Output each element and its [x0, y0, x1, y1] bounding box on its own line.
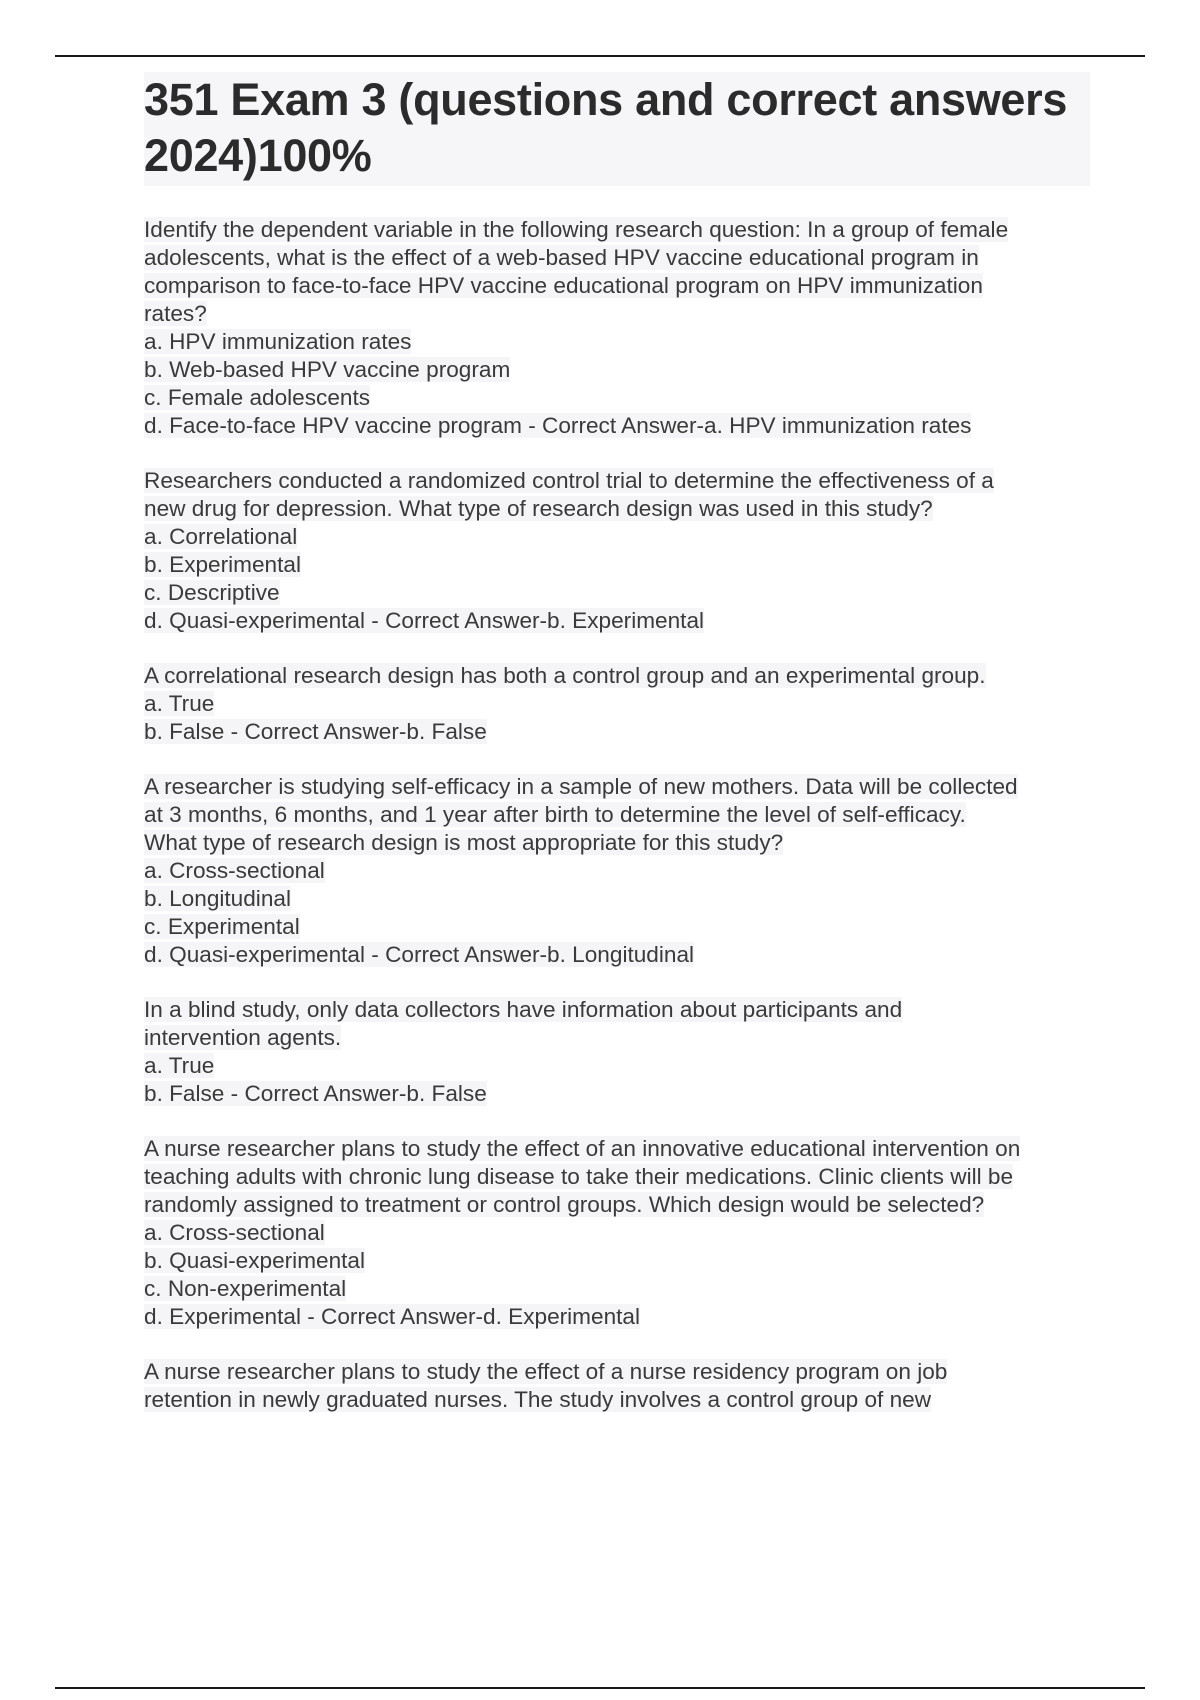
line-text: at 3 months, 6 months, and 1 year after birth to determine the level of self-efficacy.: [144, 802, 966, 827]
line-text: a. True: [144, 1053, 215, 1078]
line-text: In a blind study, only data collectors have information about participants and: [144, 997, 903, 1022]
line-text: randomly assigned to treatment or control groups. Which design would be selected?: [144, 1192, 985, 1217]
question-line: [144, 1219, 1090, 1247]
question-line: [144, 941, 1090, 969]
question-line: [144, 829, 1090, 857]
line-text: A correlational research design has both a control group and an experimental group.: [144, 663, 986, 688]
line-text: A nurse researcher plans to study the effect of an innovative educational intervention on: [144, 1136, 1021, 1161]
line-text: b. Web-based HPV vaccine program: [144, 357, 511, 382]
line-text: b. False - Correct Answer-b. False: [144, 719, 487, 744]
question-block: [144, 1358, 1090, 1414]
question-line: [144, 1163, 1090, 1191]
question-text: [144, 467, 1090, 495]
question-line: [144, 384, 1090, 412]
question-line: [144, 495, 1090, 523]
question-line: [144, 1247, 1090, 1275]
line-text: What type of research design is most appropriate for this study?: [144, 830, 784, 855]
question-line: [144, 244, 1090, 272]
line-text: c. Female adolescents: [144, 385, 371, 410]
question-line: [144, 690, 1090, 718]
question-line: [144, 523, 1090, 551]
question-block: [144, 662, 1090, 746]
question-line: [144, 885, 1090, 913]
question-line: [144, 1303, 1090, 1331]
line-text: c. Experimental: [144, 914, 300, 939]
line-text: rates?: [144, 301, 207, 326]
line-text: c. Non-experimental: [144, 1276, 347, 1301]
line-text: d. Quasi-experimental - Correct Answer-b. Experimental: [144, 608, 705, 633]
question-line: [144, 1386, 1090, 1414]
line-text: b. Quasi-experimental: [144, 1248, 366, 1273]
line-text: Identify the dependent variable in the following research question: In a group of female: [144, 217, 1009, 242]
line-text: A researcher is studying self-efficacy in a sample of new mothers. Data will be collected: [144, 774, 1018, 799]
line-text: adolescents, what is the effect of a web-based HPV vaccine educational program in: [144, 245, 979, 270]
line-text: new drug for depression. What type of research design was used in this study?: [144, 496, 933, 521]
page-title: 351 Exam 3 (questions and correct answers 2024)100%: [144, 74, 1068, 181]
question-line: [144, 300, 1090, 328]
line-text: A nurse researcher plans to study the effect of a nurse residency program on job: [144, 1359, 948, 1384]
line-text: b. False - Correct Answer-b. False: [144, 1081, 487, 1106]
bottom-rule: [55, 1687, 1145, 1689]
question-line: [144, 579, 1090, 607]
question-text: [144, 1135, 1090, 1163]
line-text: b. Experimental: [144, 552, 301, 577]
question-text: [144, 773, 1090, 801]
line-text: Researchers conducted a randomized control trial to determine the effectiveness of a: [144, 468, 994, 493]
question-block: [144, 467, 1090, 635]
question-line: [144, 718, 1090, 746]
question-text: [144, 1358, 1090, 1386]
question-text: [144, 996, 1090, 1024]
question-line: [144, 1191, 1090, 1219]
question-line: [144, 356, 1090, 384]
line-text: c. Descriptive: [144, 580, 280, 605]
line-text: b. Longitudinal: [144, 886, 291, 911]
line-text: a. Cross-sectional: [144, 1220, 325, 1245]
question-line: [144, 412, 1090, 440]
line-text: d. Face-to-face HPV vaccine program - Correct Answer-a. HPV immunization rates: [144, 413, 972, 438]
question-line: [144, 857, 1090, 885]
question-line: [144, 1275, 1090, 1303]
top-rule: [55, 55, 1145, 57]
line-text: a. Cross-sectional: [144, 858, 325, 883]
title-block: [144, 72, 1090, 186]
document-body: [144, 72, 1090, 1441]
question-block: [144, 773, 1090, 969]
line-text: intervention agents.: [144, 1025, 342, 1050]
question-list: [144, 216, 1090, 1414]
question-line: [144, 272, 1090, 300]
question-line: [144, 328, 1090, 356]
question-text: [144, 662, 1090, 690]
line-text: a. True: [144, 691, 215, 716]
line-text: d. Experimental - Correct Answer-d. Experimental: [144, 1304, 640, 1329]
question-line: [144, 1080, 1090, 1108]
line-text: a. HPV immunization rates: [144, 329, 412, 354]
line-text: a. Correlational: [144, 524, 298, 549]
question-line: [144, 913, 1090, 941]
question-block: [144, 216, 1090, 440]
question-line: [144, 607, 1090, 635]
question-line: [144, 1024, 1090, 1052]
question-line: [144, 551, 1090, 579]
line-text: comparison to face-to-face HPV vaccine educational program on HPV immunization: [144, 273, 983, 298]
line-text: teaching adults with chronic lung disease to take their medications. Clinic clients will be: [144, 1164, 1014, 1189]
line-text: d. Quasi-experimental - Correct Answer-b. Longitudinal: [144, 942, 695, 967]
question-line: [144, 1052, 1090, 1080]
question-block: [144, 1135, 1090, 1331]
question-line: [144, 801, 1090, 829]
line-text: retention in newly graduated nurses. The study involves a control group of new: [144, 1387, 932, 1412]
question-block: [144, 996, 1090, 1108]
question-text: [144, 216, 1090, 244]
